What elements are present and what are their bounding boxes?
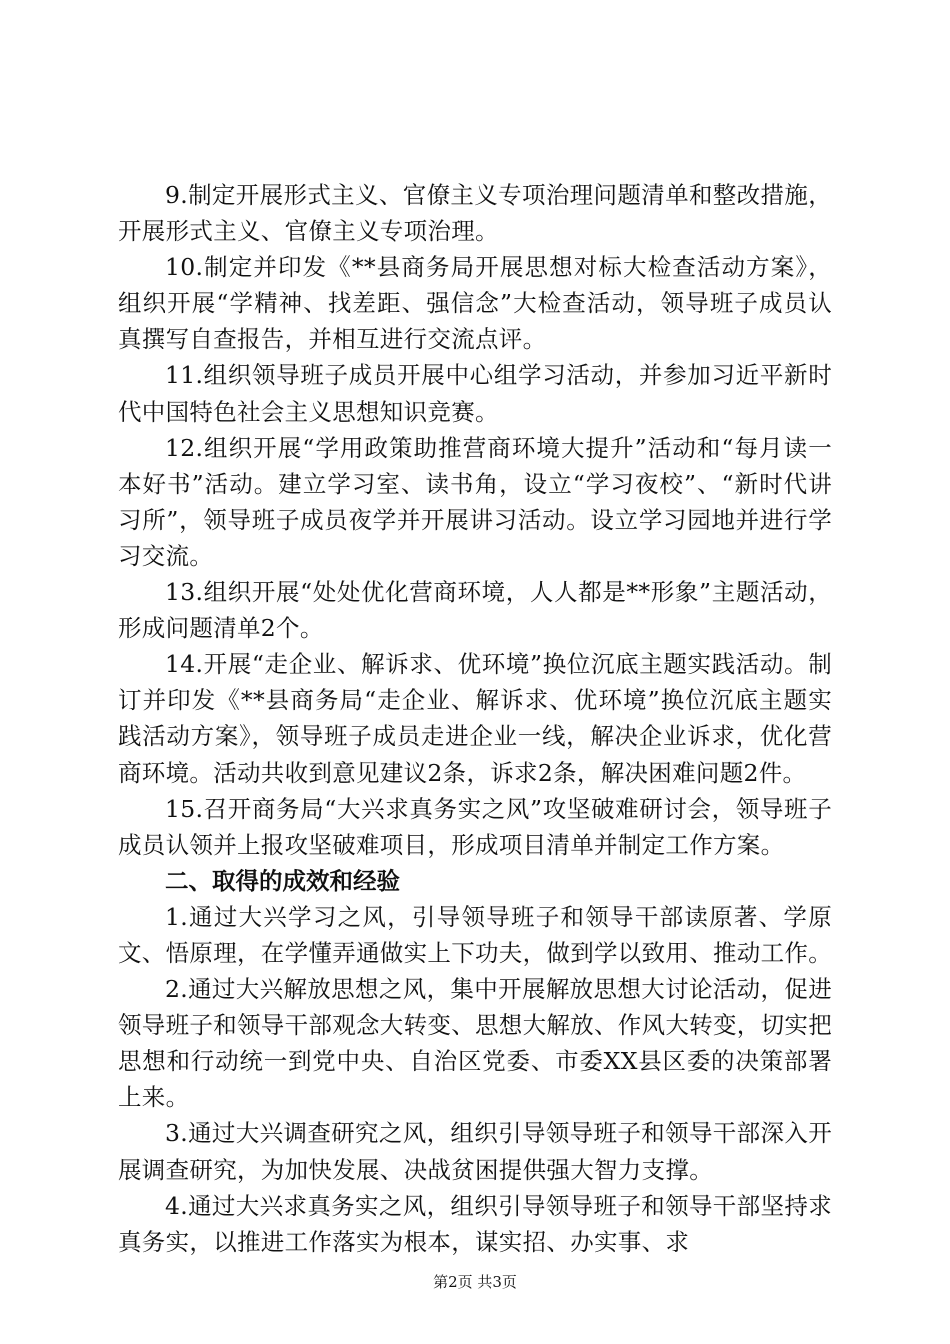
outcome-item-3: 3.通过大兴调查研究之风，组织引导领导班子和领导干部深入开展调查研究，为加快发展、决战贫困提供强大智力支撑。 <box>118 1119 832 1184</box>
section-heading: 二、取得的成效和经验 <box>165 866 400 895</box>
list-item-11: 11.组织领导班子成员开展中心组学习活动，并参加习近平新时代中国特色社会主义思想知识竞赛。 <box>118 361 832 426</box>
page-number-footer: 第2页 共3页 <box>433 1273 517 1291</box>
outcome-item-2: 2.通过大兴解放思想之风，集中开展解放思想大讨论活动，促进领导班子和领导干部观念大转变、思想大解放、作风大转变，切实把思想和行动统一到党中央、自治区党委、市委XX县区委的决策部署上来。 <box>118 975 832 1112</box>
list-item-10: 10.制定并印发《**县商务局开展思想对标大检查活动方案》，组织开展“学精神、找差距、强信念”大检查活动，领导班子成员认真撰写自查报告，并相互进行交流点评。 <box>118 253 832 354</box>
outcome-item-1: 1.通过大兴学习之风，引导领导班子和领导干部读原著、学原文、悟原理，在学懂弄通做实上下功夫，做到学以致用、推动工作。 <box>118 902 832 967</box>
list-item-13: 13.组织开展“处处优化营商环境，人人都是**形象”主题活动，形成问题清单2个。 <box>118 578 832 643</box>
list-item-9: 9.制定开展形式主义、官僚主义专项治理问题清单和整改措施，开展形式主义、官僚主义专项治理。 <box>118 181 832 246</box>
list-item-14: 14.开展“走企业、解诉求、优环境”换位沉底主题实践活动。制订并印发《**县商务局“走企业、解诉求、优环境”换位沉底主题实践活动方案》，领导班子成员走进企业一线，解决企业诉求，优化营商环境。活动共收到意见建议2条，诉求2条，解决困难问题2件。 <box>118 650 832 787</box>
list-item-15: 15.召开商务局“大兴求真务实之风”攻坚破难研讨会，领导班子成员认领并上报攻坚破难项目，形成项目清单并制定工作方案。 <box>118 794 832 859</box>
outcome-item-4: 4.通过大兴求真务实之风，组织引导领导班子和领导干部坚持求真务实，以推进工作落实为根本，谋实招、办实事、求 <box>118 1191 832 1256</box>
document-body <box>118 177 832 1260</box>
list-item-12: 12.组织开展“学用政策助推营商环境大提升”活动和“每月读一本好书”活动。建立学习室、读书角，设立“学习夜校”、“新时代讲习所”，领导班子成员夜学并开展讲习活动。设立学习园地并进行学习交流。 <box>118 433 832 570</box>
